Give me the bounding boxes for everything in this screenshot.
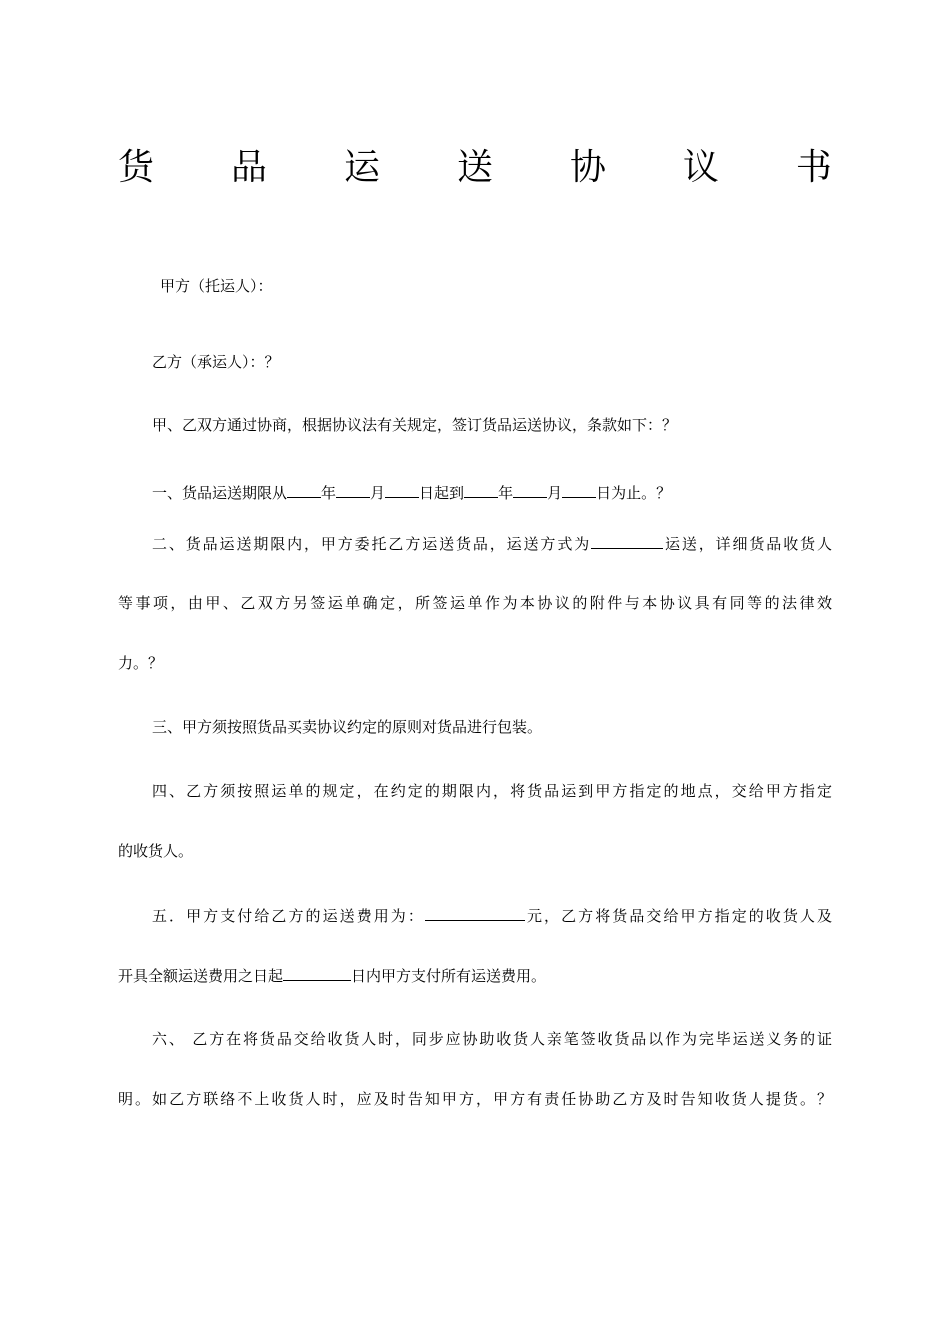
title-char: 送 bbox=[456, 147, 493, 188]
title-char: 议 bbox=[682, 147, 719, 188]
clause-6-line-1: 六、 乙方在将货品交给收货人时，同步应协助收货人亲笔签收货品以作为完毕运送义务的证 bbox=[152, 1030, 832, 1048]
blank-day-1 bbox=[385, 481, 419, 498]
clause-2-line-3: 力。？ bbox=[118, 654, 164, 672]
title-char: 协 bbox=[569, 147, 606, 188]
blank-fee-amount bbox=[425, 904, 525, 921]
blank-payment-days bbox=[283, 964, 351, 981]
document-title bbox=[118, 142, 832, 194]
blank-month-2 bbox=[513, 481, 547, 498]
clause-4-line-2: 的收货人。 bbox=[118, 842, 194, 860]
clause-6-line-2: 明。如乙方联络不上收货人时，应及时告知甲方，甲方有责任协助乙方及时告知收货人提货。？ bbox=[118, 1090, 832, 1108]
title-char: 货 bbox=[118, 147, 155, 188]
clause-3: 三、甲方须按照货品买卖协议约定的原则对货品进行包装。 bbox=[152, 718, 543, 736]
party-a-line: 甲方（托运人）： bbox=[160, 277, 273, 295]
title-char: 品 bbox=[230, 147, 267, 188]
clause-2-line-1: 二、货品运送期限内，甲方委托乙方运送货品，运送方式为 运送，详细货品收货人 bbox=[152, 532, 832, 555]
clause-4-line-1: 四、乙方须按照运单的规定，在约定的期限内，将货品运到甲方指定的地点，交给甲方指定 bbox=[152, 782, 832, 800]
clause-2-line-2: 等事项，由甲、乙双方另签运单确定，所签运单作为本协议的附件与本协议具有同等的法律效 bbox=[118, 594, 832, 612]
clause-1: 一、货品运送期限从 年 月 日起到 年 月 日为止。？ bbox=[152, 481, 832, 504]
clause-5-line-2: 开具全额运送费用之日起 日内甲方支付所有运送费用。 bbox=[118, 964, 832, 987]
intro-paragraph: 甲、乙双方通过协商，根据协议法有关规定，签订货品运送协议，条款如下：？ bbox=[152, 416, 678, 434]
party-b-line: 乙方（承运人）：？ bbox=[152, 353, 280, 371]
blank-year-1 bbox=[287, 481, 321, 498]
blank-month-1 bbox=[336, 481, 370, 498]
clause-5-line-1: 五．甲方支付给乙方的运送费用为： 元，乙方将货品交给甲方指定的收货人及 bbox=[152, 904, 832, 927]
blank-day-2 bbox=[562, 481, 596, 498]
title-char: 书 bbox=[795, 147, 832, 188]
blank-transport-method bbox=[591, 532, 663, 549]
title-char: 运 bbox=[343, 147, 380, 188]
blank-year-2 bbox=[464, 481, 498, 498]
